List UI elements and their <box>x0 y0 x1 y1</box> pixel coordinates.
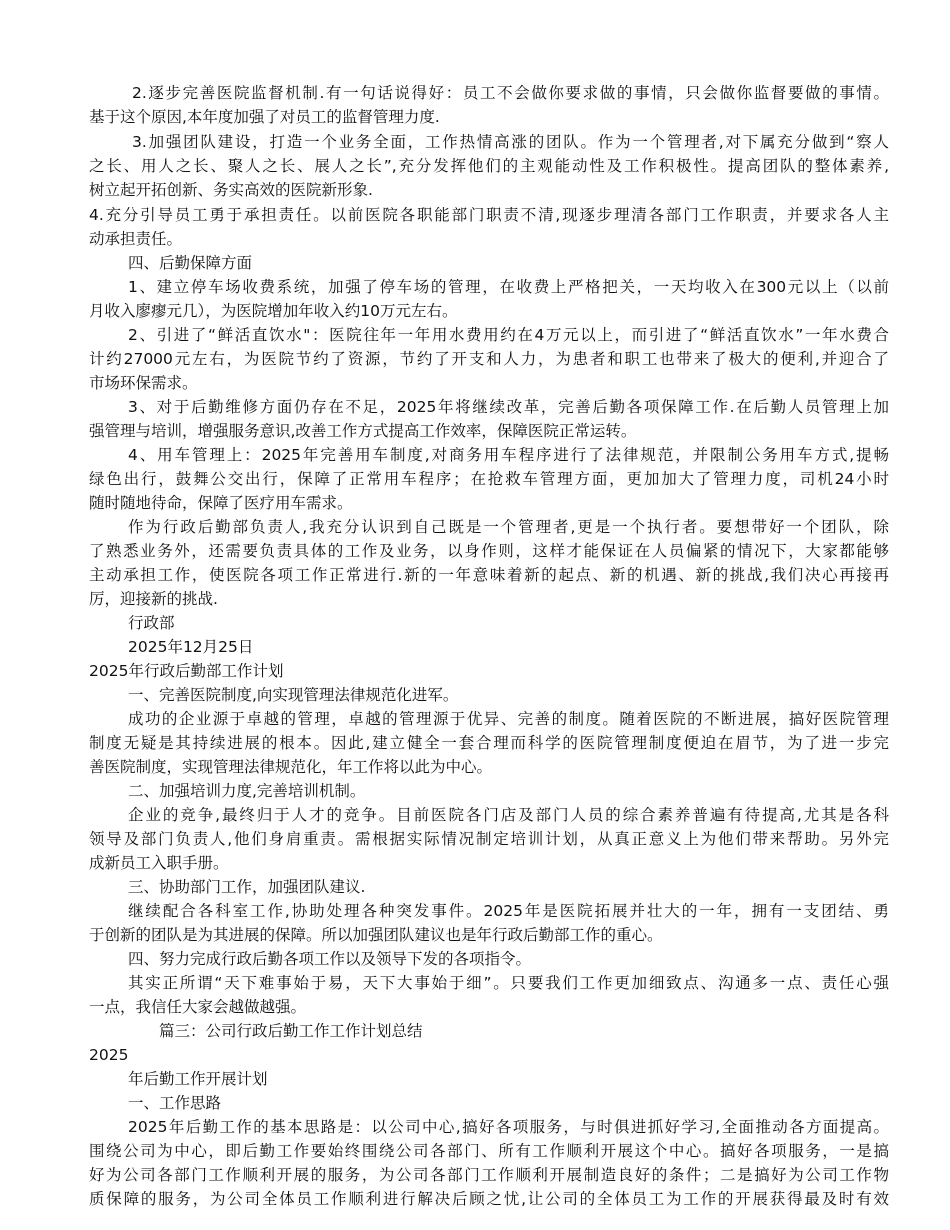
text-line: 动承担责任。 <box>89 230 183 248</box>
text-line: 2.逐步完善医院监督机制.有一句话说得好：员工不会做你要求做的事情，只会做你监督要做的事情。 <box>132 84 889 102</box>
text-line: 年后勤工作开展计划 <box>128 1070 268 1088</box>
text-line: 月收入廖瘳元几），为医院增加年收入约10万元左右。 <box>89 302 458 320</box>
text-line: 其实正所谓“天下难事始于易，天下大事始于细”。只要我们工作更加细致点、沟通多一点、责任心强 <box>128 974 889 992</box>
text-line: 3.加强团队建设，打造一个业务全面，工作热情高涨的团队。作为一个管理者,对下属充分做到“察人 <box>132 133 889 151</box>
text-line: 篇三：公司行政后勤工作工作计划总结 <box>159 1022 423 1040</box>
text-line: 领导及部门负责人,他们身肩重责。需根据实际情况制定培训计划，从真正意义上为他们带来帮助。另外完 <box>89 830 889 848</box>
text-line: 善医院制度，实现管理法律规范化，年工作将以此为中心。 <box>89 758 493 776</box>
text-line: 三、协助部门工作，加强团队建议. <box>128 878 366 896</box>
text-line: 计约27000元左右，为医院节约了资源，节约了开支和人力，为患者和职工也带来了极大的便利,并迎合了 <box>89 350 889 368</box>
text-line: 继续配合各科室工作,协助处理各种突发事件。2025年是医院拓展并壮大的一年，拥有一支团结、勇 <box>128 902 889 920</box>
text-line: 基于这个原因,本年度加强了对员工的监督管理力度. <box>89 108 440 126</box>
text-line: 随时随地待命，保障了医疗用车需求。 <box>89 494 353 512</box>
text-line: 2、引进了“鲜活直饮水"：医院往年一年用水费用约在4万元以上，而引进了“鲜活直饮水”一年水费合 <box>128 326 889 344</box>
text-line: 质保障的服务，为公司全体员工作顺利进行解决后顾之忧,让公司的全体员工为工作的开展获得最及时有效 <box>89 1190 889 1208</box>
text-line: 了熟悉业务外，还需要负责具体的工作及业务，以身作则，这样才能保证在人员偏紧的情况下，大家都能够 <box>89 542 889 560</box>
text-line: 一点，我信任大家会越做越强。 <box>89 998 307 1016</box>
text-line: 4.充分引导员工勇于承担责任。以前医院各职能部门职责不清,现逐步理清各部门工作职责，并要求各人主 <box>89 206 889 224</box>
text-line: 企业的竞争,最终归于人才的竞争。目前医院各门店及部门人员的综合素养普遍有待提高,尤其是各科 <box>128 806 889 824</box>
text-line: 成功的企业源于卓越的管理，卓越的管理源于优异、完善的制度。随着医院的不断进展，搞好医院管理 <box>128 710 889 728</box>
text-line: 作为行政后勤部负责人,我充分认识到自己既是一个管理者,更是一个执行者。要想带好一个团队，除 <box>128 518 889 536</box>
text-line: 树立起开拓创新、务实高效的医院新形象. <box>89 181 373 199</box>
text-line: 一、工作思路 <box>128 1094 222 1112</box>
text-line: 4、用车管理上：2025年完善用车制度,对商务用车程序进行了法律规范，并限制公务用车方式,提畅 <box>128 446 889 464</box>
text-line: 制度无疑是其持续进展的根本。因此,建立健全一套合理而科学的医院管理制度便迫在眉节，为了进一步完 <box>89 734 889 752</box>
text-line: 3、对于后勤维修方面仍存在不足，2025年将继续改革，完善后勤各项保障工作.在后勤人员管理上加 <box>128 398 889 416</box>
text-line: 强管理与培训，增强服务意识,改善工作方式提高工作效率，保障医院正常运转。 <box>89 422 637 440</box>
text-line: 绿色出行，鼓舞公交出行，保障了正常用车程序；在抢救车管理方面，更加加大了管理力度，司机24小时 <box>89 470 889 488</box>
text-line: 围绕公司为中心，即后勤工作要始终围绕公司各部门、所有工作顺利开展这个中心。搞好各项服务，一是搞 <box>89 1142 889 1160</box>
text-line: 1、建立停车场收费系统，加强了停车场的管理，在收费上严格把关，一天均收入在300元以上（以前 <box>128 278 889 296</box>
text-line: 二、加强培训力度,完善培训机制。 <box>128 782 366 800</box>
text-line: 行政部 <box>128 614 175 632</box>
text-line: 主动承担工作，使医院各项工作正常进行.新的一年意味着新的起点、新的机遇、新的挑战,我们决心再接再 <box>89 566 889 584</box>
text-line: 2025年后勤工作的基本思路是：以公司中心,搞好各项服务，与时俱进抓好学习,全面推动各方面提高。 <box>128 1118 889 1136</box>
text-line: 厉，迎接新的挑战. <box>89 590 218 608</box>
text-line: 2025 <box>89 1046 129 1064</box>
text-line: 2025年12月25日 <box>128 638 254 656</box>
text-line: 四、努力完成行政后勤各项工作以及领导下发的各项指令。 <box>128 950 532 968</box>
text-line: 2025年行政后勤部工作计划 <box>89 662 284 680</box>
text-line: 四、后勤保障方面 <box>128 254 253 272</box>
text-line: 成新员工入职手册。 <box>89 854 229 872</box>
text-line: 好为公司各部门工作顺利开展的服务，为公司各部门工作顺利开展制造良好的条件；二是搞好为公司工作物 <box>89 1166 889 1184</box>
text-line: 于创新的团队是为其进展的保障。所以加强团队建议也是年行政后勤部工作的重心。 <box>89 926 663 944</box>
text-line: 市场环保需求。 <box>89 374 198 392</box>
text-line: 之长、用人之长、聚人之长、展人之长”,充分发挥他们的主观能动性及工作积极性。提高团队的整体素养, <box>89 157 889 175</box>
text-line: 一、完善医院制度,向实现管理法律规范化进军。 <box>128 686 459 704</box>
